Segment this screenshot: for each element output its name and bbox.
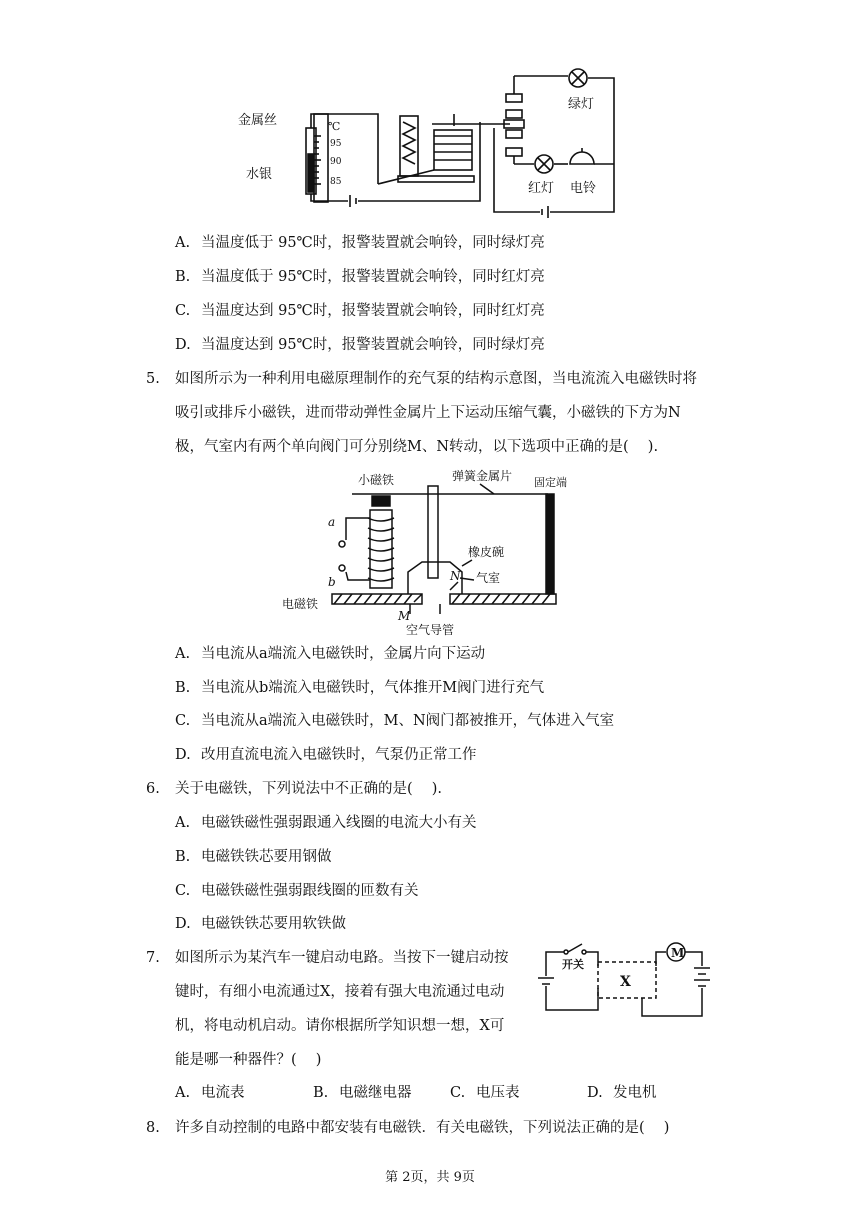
label-b: b (328, 575, 336, 589)
motor-symbol: M (671, 946, 685, 960)
label-mercury: 水银 (246, 167, 273, 182)
label-spring-sheet: 弹簧金属片 (452, 469, 513, 483)
q7-number: 7. (146, 950, 160, 966)
q7-option-b[interactable]: B. 电磁继电器 (313, 1085, 412, 1101)
label-unit: ℃ (328, 120, 341, 133)
q4-option-a[interactable]: A. 当温度低于 95℃时，报警装置就会响铃，同时绿灯亮 (175, 235, 545, 251)
q5-option-a[interactable]: A. 当电流从a端流入电磁铁时，金属片向下运动 (175, 646, 486, 662)
label-switch: 开关 (562, 958, 584, 971)
q6-stem: 关于电磁铁，下列说法中不正确的是( ). (175, 781, 443, 797)
label-fixed-end: 固定端 (534, 476, 567, 489)
q5-stem-line-3: 极，气室内有两个单向阀门可分别绕M、N转动，以下选项中正确的是( ). (175, 439, 659, 455)
q4-option-c[interactable]: C. 当温度达到 95℃时，报警装置就会响铃，同时红灯亮 (175, 303, 545, 319)
page-footer: 第 2页，共 9页 (385, 1170, 475, 1185)
label-x: X (620, 974, 631, 990)
alarm-circuit-figure (228, 66, 628, 220)
label-small-magnet: 小磁铁 (358, 473, 395, 487)
q7-option-a[interactable]: A. 电流表 (175, 1085, 245, 1101)
q5-stem-line-2: 吸引或排斥小磁铁，进而带动弹性金属片上下运动压缩气囊，小磁铁的下方为N (175, 405, 681, 421)
label-green-light: 绿灯 (568, 97, 595, 112)
q7-option-d[interactable]: D. 发电机 (587, 1085, 657, 1101)
q5-option-c[interactable]: C. 当电流从a端流入电磁铁时，M、N阀门都被推开，气体进入气室 (175, 713, 615, 729)
q6-number: 6. (146, 781, 160, 797)
label-red-light: 红灯 (528, 181, 555, 196)
label-electromagnet: 电磁铁 (282, 597, 319, 611)
q7-option-c[interactable]: C. 电压表 (450, 1085, 520, 1101)
q5-stem-line-1: 如图所示为一种利用电磁原理制作的充气泵的结构示意图，当电流流入电磁铁时将 (175, 371, 697, 387)
label-m: M (398, 609, 411, 623)
q5-option-b[interactable]: B. 当电流从b端流入电磁铁时，气体推开M阀门进行充气 (175, 680, 545, 696)
label-air-chamber: 气室 (476, 571, 501, 585)
q8-number: 8. (146, 1120, 160, 1136)
q7-stem-line-1: 如图所示为某汽车一键启动电路。当按下一键启动按 (175, 950, 509, 966)
tick-85: 85 (330, 177, 342, 187)
q6-option-c[interactable]: C. 电磁铁磁性强弱跟线圈的匝数有关 (175, 883, 419, 899)
q8-stem: 许多自动控制的电路中都安装有电磁铁．有关电磁铁，下列说法正确的是( ) (175, 1120, 670, 1136)
tick-95: 95 (330, 139, 342, 149)
q5-option-d[interactable]: D. 改用直流电流入电磁铁时，气泵仍正常工作 (175, 747, 477, 763)
q6-option-d[interactable]: D. 电磁铁铁芯要用软铁做 (175, 916, 346, 932)
label-rubber-bowl: 橡皮碗 (468, 545, 505, 559)
q7-stem-line-3: 机，将电动机启动。请你根据所学知识想一想，X可 (175, 1018, 505, 1034)
label-air-pipe: 空气导管 (406, 623, 455, 637)
q6-option-b[interactable]: B. 电磁铁铁芯要用钢做 (175, 849, 332, 865)
q7-stem-line-2: 键时，有细小电流通过X，接着有强大电流通过电动 (175, 984, 505, 1000)
air-pump-figure (282, 468, 582, 638)
label-n: N (450, 569, 461, 583)
car-start-circuit-figure (534, 936, 724, 1026)
q4-option-b[interactable]: B. 当温度低于 95℃时，报警装置就会响铃，同时红灯亮 (175, 269, 545, 285)
label-bell: 电铃 (570, 181, 597, 196)
label-metal-wire: 金属丝 (238, 113, 278, 128)
q4-option-d[interactable]: D. 当温度达到 95℃时，报警装置就会响铃，同时绿灯亮 (175, 337, 545, 353)
tick-90: 90 (330, 157, 342, 167)
q5-number: 5. (146, 371, 160, 387)
q7-stem-line-4: 能是哪一种器件？( ) (175, 1052, 322, 1068)
q6-option-a[interactable]: A. 电磁铁磁性强弱跟通入线圈的电流大小有关 (175, 815, 477, 831)
label-a: a (328, 515, 336, 529)
